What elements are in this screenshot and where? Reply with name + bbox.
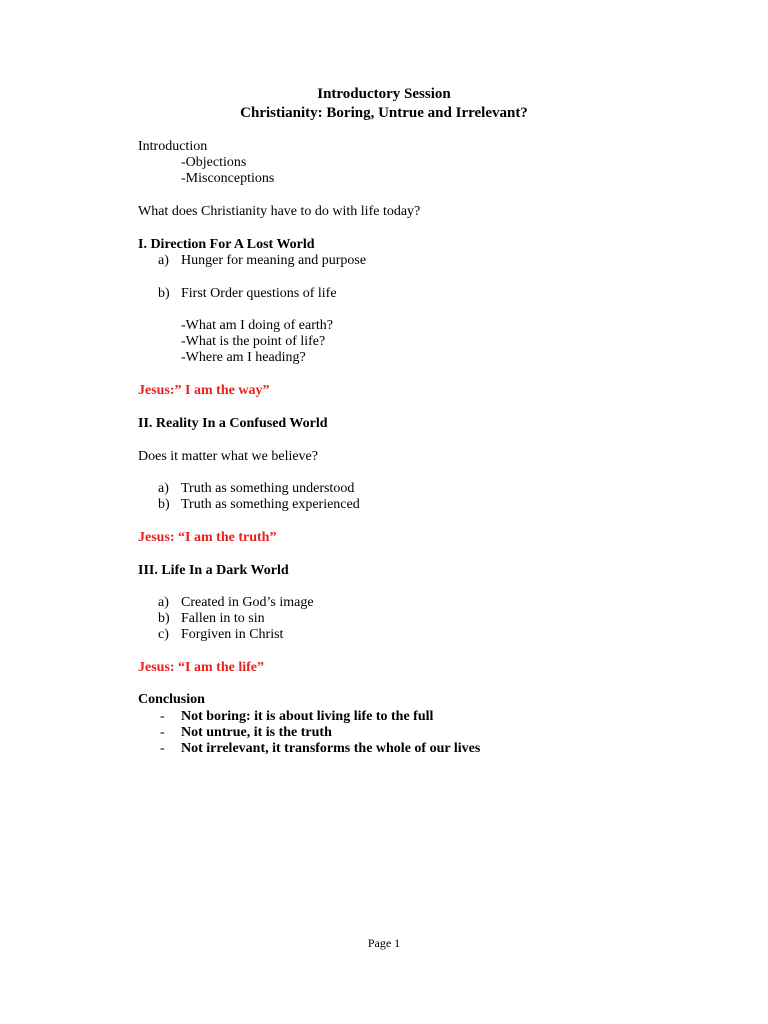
list-marker: a) [158, 595, 169, 610]
page-title: Introductory Session [317, 86, 451, 102]
conclusion-item: Not untrue, it is the truth [181, 725, 332, 740]
life-question: -Where am I heading? [181, 350, 306, 365]
list-marker: - [160, 709, 165, 724]
list-item: Fallen in to sin [181, 611, 265, 626]
section-question: Does it matter what we believe? [138, 449, 318, 464]
list-marker: c) [158, 627, 169, 642]
list-item: First Order questions of life [181, 286, 337, 301]
list-marker: - [160, 725, 165, 740]
list-item: Created in God’s image [181, 595, 314, 610]
list-marker: b) [158, 611, 170, 626]
section-heading: II. Reality In a Confused World [138, 416, 328, 431]
section-heading: III. Life In a Dark World [138, 563, 289, 578]
list-marker: b) [158, 497, 170, 512]
list-marker: - [160, 741, 165, 756]
list-marker: b) [158, 286, 170, 301]
jesus-quote: Jesus: “I am the truth” [138, 530, 277, 545]
list-marker: a) [158, 481, 169, 496]
life-question: -What am I doing of earth? [181, 318, 333, 333]
list-marker: a) [158, 253, 169, 268]
section-heading: I. Direction For A Lost World [138, 237, 315, 252]
introduction-point: -Objections [181, 155, 247, 170]
conclusion-heading: Conclusion [138, 692, 205, 707]
list-item: Forgiven in Christ [181, 627, 284, 642]
introduction-heading: Introduction [138, 139, 208, 154]
jesus-quote: Jesus: “I am the life” [138, 660, 264, 675]
list-item: Truth as something understood [181, 481, 355, 496]
list-item: Truth as something experienced [181, 497, 360, 512]
page-number: Page 1 [367, 936, 401, 950]
jesus-quote: Jesus:” I am the way” [138, 383, 270, 398]
conclusion-item: Not boring: it is about living life to the full [181, 709, 434, 724]
introduction-point: -Misconceptions [181, 171, 275, 186]
main-question: What does Christianity have to do with life today? [138, 204, 421, 219]
conclusion-item: Not irrelevant, it transforms the whole of our lives [181, 741, 481, 756]
life-question: -What is the point of life? [181, 334, 326, 349]
page-subtitle: Christianity: Boring, Untrue and Irrelevant? [240, 105, 528, 121]
list-item: Hunger for meaning and purpose [181, 253, 367, 268]
